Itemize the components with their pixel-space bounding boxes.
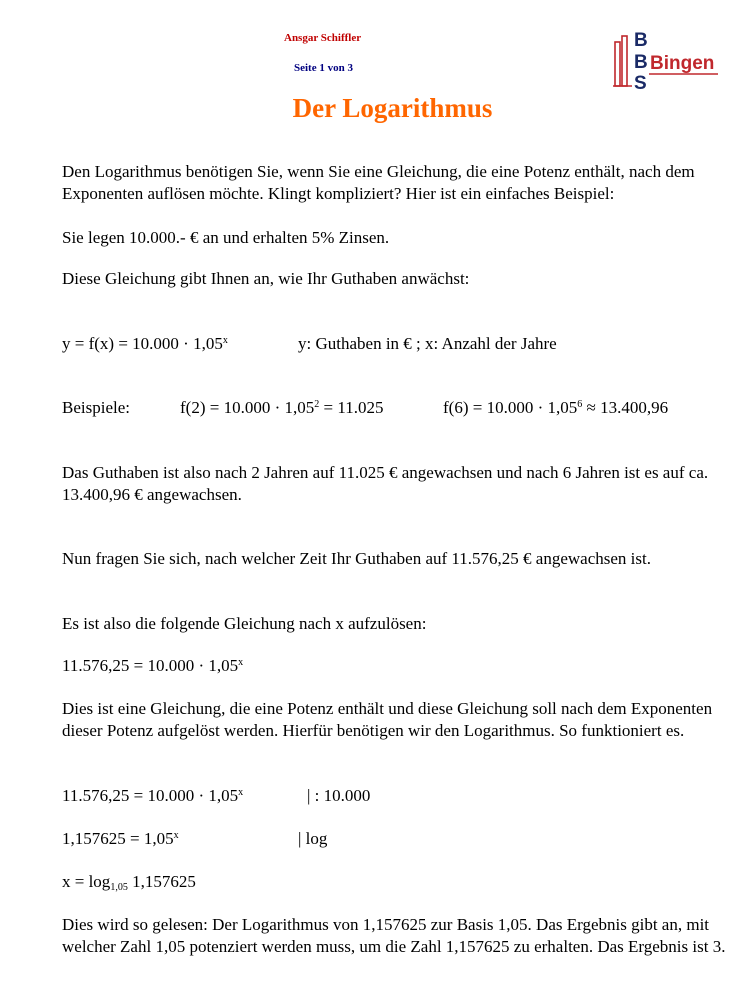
example-1 — [180, 397, 383, 419]
step-1-exponent: x — [238, 787, 244, 798]
step-1 — [62, 785, 243, 807]
logo-letter-s: S — [634, 73, 647, 92]
step-3-argument: 1,157625 — [127, 872, 196, 891]
examples-label: Beispiele: — [62, 398, 130, 417]
intro-paragraph: Den Logarithmus benötigen Sie, wenn Sie eine Gleichung, die eine Potenz enthält, nach dem Exponenten auflösen möchte. Klingt kompliziert? Hier ist ein einfaches Beispiel: — [62, 162, 695, 203]
step-3-prefix: x = log — [62, 872, 111, 891]
example-2-lhs: f(6) = 10.000 · 1,05 — [443, 398, 578, 417]
function-exponent: x — [222, 335, 228, 346]
step-2-exponent: x — [173, 830, 179, 841]
author-name: Ansgar Schiffler — [284, 32, 362, 44]
step-1-operation: | : 10.000 — [307, 786, 371, 805]
function-lhs: y = f(x) = 10.000 · 1,05 — [62, 334, 223, 353]
example-1-exponent: 2 — [314, 399, 320, 410]
conclusion-paragraph: Dies wird so gelesen: Der Logarithmus von 1,157625 zur Basis 1,05. Das Ergebnis gibt an, mit welcher Zahl 1,05 potenziert werden muss, um die Zahl 1,157625 zu erhalten. Das Ergebnis ist 3. — [62, 915, 726, 956]
question-paragraph: Nun fragen Sie sich, nach welcher Zeit Ihr Guthaben auf 11.576,25 € angewachsen ist. — [62, 549, 651, 568]
main-equation — [62, 655, 243, 677]
solve-intro: Es ist also die folgende Gleichung nach x aufzulösen: — [62, 614, 427, 633]
example-2-exponent: 6 — [577, 399, 583, 410]
growth-paragraph: Das Guthaben ist also nach 2 Jahren auf 11.025 € angewachsen und nach 6 Jahren ist es auf ca. 13.400,96 € angewachsen. — [62, 463, 709, 504]
explanation-paragraph: Dies ist eine Gleichung, die eine Potenz enthält und diese Gleichung soll nach dem Exponenten dieser Potenz aufgelöst werden. Hierfür benötigen wir den Logarithmus. So funktioniert es. — [62, 699, 713, 740]
function-definition — [62, 333, 228, 355]
step-2-lhs: 1,157625 = 1,05 — [62, 829, 174, 848]
page-title: Der Logarithmus — [292, 93, 493, 123]
example-1-lhs: f(2) = 10.000 · 1,05 — [180, 398, 315, 417]
function-legend: y: Guthaben in € ; x: Anzahl der Jahre — [298, 334, 557, 353]
step-3-base: 1,05 — [110, 882, 128, 893]
step-1-lhs: 11.576,25 = 10.000 · 1,05 — [62, 786, 239, 805]
example-sentence: Sie legen 10.000.- € an und erhalten 5% Zinsen. — [62, 228, 390, 247]
example-2-rhs: ≈ 13.400,96 — [582, 398, 669, 417]
example-2 — [443, 397, 668, 419]
logo-word: Bingen — [650, 53, 715, 74]
logo-letter-b1: B — [634, 30, 648, 51]
step-2-operation: | log — [298, 829, 328, 848]
step-2 — [62, 828, 179, 850]
bbs-bingen-logo — [612, 28, 722, 92]
main-equation-exponent: x — [238, 657, 244, 668]
equation-intro: Diese Gleichung gibt Ihnen an, wie Ihr Guthaben anwächst: — [62, 269, 470, 288]
logo-letter-b2: B — [634, 52, 648, 73]
page-number: Seite 1 von 3 — [294, 62, 353, 74]
step-3 — [62, 871, 196, 893]
example-1-rhs: = 11.025 — [319, 398, 384, 417]
main-equation-lhs: 11.576,25 = 10.000 · 1,05 — [62, 656, 239, 675]
